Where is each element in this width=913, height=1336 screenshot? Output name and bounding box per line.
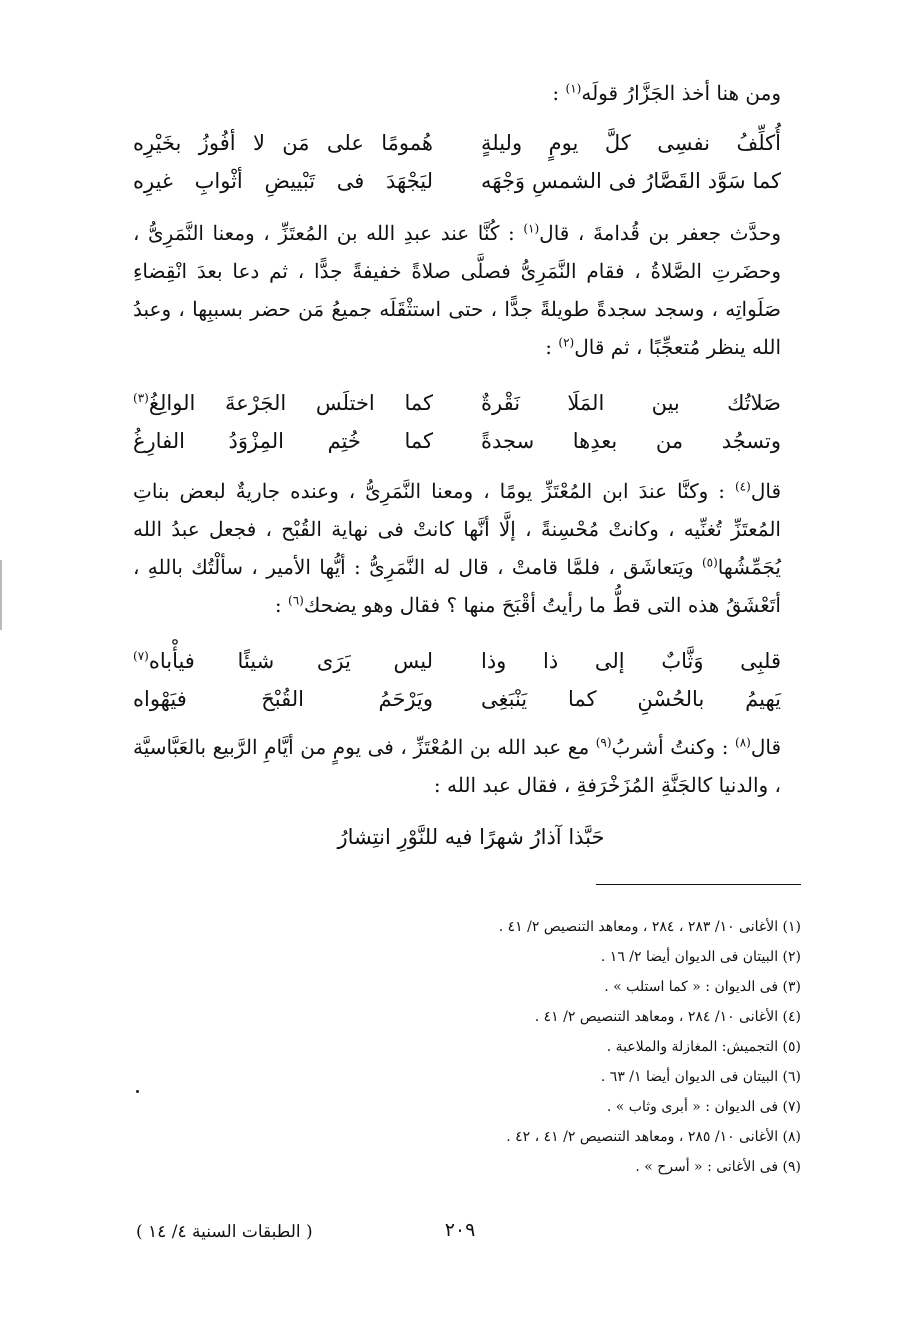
- verse-hemistich-right: صَلاتُك بين المَلَا نَقْرةٌ: [481, 391, 781, 415]
- paragraph-intro: [133, 74, 781, 112]
- paragraph-text: :: [545, 335, 559, 359]
- footnote-ref: (٤): [734, 479, 751, 494]
- footnote-9: (٩) فى الأغانى : « أسرح » .: [635, 1159, 801, 1175]
- verse-hemistich-left: ليَجْهَدَ فى تَبْييضِ أثْوابِ غيرِه: [133, 169, 433, 193]
- verse-text: كما اختلَس الجَرْعةَ الوالِغُ: [148, 391, 433, 415]
- footnote-ref: (٧): [133, 649, 149, 663]
- verse-text: ليس يَرَى شيئًا فيأْباه: [148, 649, 433, 673]
- verse-line-7: [133, 818, 781, 856]
- footnote-ref: (٢): [558, 335, 575, 350]
- paragraph-text: : كُنَّا عند عبدِ الله بن المُعتَزِّ ، ومعنا النَّمَرِىُّ ، وحضَرتِ الصَّلاةُ ، فقام النَّمَرِىُّ فصلَّى صلاةً خفيفةً جدًّا ، ثم دعا بعدَ انْقِضاءِ صَلَواتِه ، وسجد سجدةً طويلةً جدًّا ، حتى استثْقَلَه جميعُ مَن حضر بسببِها ، وعبدُ الله ينظر مُتعجِّبًا ، ثم قال: [133, 221, 781, 359]
- verse-line-5: [133, 642, 781, 680]
- verse-hemistich-right: قلبِى وَثَّابٌ إلى ذا وذا: [481, 649, 781, 673]
- page-number: ٢٠٩: [444, 1219, 476, 1241]
- verse-hemistich-right: وتسجُد من بعدِها سجدةً: [481, 429, 781, 453]
- verse-line-4: [133, 422, 781, 460]
- footnote-separator: [596, 884, 801, 885]
- verse-hemistich-left: [133, 384, 433, 422]
- paragraph-text: :: [552, 81, 566, 105]
- paragraph-text: قال: [750, 479, 781, 503]
- verse-line-2: [133, 162, 781, 200]
- paragraph-text: : وكنتُ أشربُ: [611, 735, 735, 759]
- verse-hemistich-right: أُكلِّفُ نفسِى كلَّ يومٍ وليلةٍ: [481, 131, 781, 155]
- verse-line-3: [133, 384, 781, 422]
- verse-hemistich-right: كما سَوَّد القَصَّارُ فى الشمسِ وَجْهَه: [481, 169, 781, 193]
- footnote-7: (٧) فى الديوان : « أبرى وثاب » .: [606, 1099, 801, 1115]
- footnote-ref: (١): [523, 221, 540, 236]
- footnote-6: (٦) البيتان فى الديوان أيضا ١/ ٦٣ .: [600, 1069, 801, 1085]
- verse-hemistich-left: كما خُتِم المِزْوَدُ الفارِغُ: [133, 429, 433, 453]
- verse-text: حَبَّذا آذارُ شهرًا فيه للنَّوْرِ انتِشارُ: [337, 825, 605, 849]
- footnote-ref: (٥): [701, 555, 718, 570]
- footnote-2: (٢) البيتان فى الديوان أيضا ٢/ ١٦ .: [600, 949, 801, 965]
- scan-speck: [136, 1090, 139, 1093]
- paragraph-text: قال: [750, 735, 782, 759]
- footnote-ref: (٣): [133, 391, 149, 405]
- paragraph-singer-anecdote: [133, 472, 781, 624]
- paragraph-spring-day: [133, 728, 781, 804]
- paragraph-text: وحدَّث جعفر بن قُدامةَ ، قال: [539, 221, 782, 245]
- footnote-4: (٤) الأغانى ١٠/ ٢٨٤ ، ومعاهد التنصيص ٢/ ٤١ .: [534, 1009, 801, 1025]
- scan-edge-mark: [0, 560, 2, 630]
- verse-line-6: [133, 680, 781, 718]
- verse-line-1: [133, 124, 781, 162]
- paragraph-text: : وكنَّا عندَ ابن المُعْتَزِّ يومًا ، ومعنا النَّمَرِىُّ ، وعنده جاريةٌ لبعض بناتِ المُعتَزِّ تُغنِّيه ، وكانتْ مُحْسِنةً ، إلَّا أنَّها كانتْ فى نهاية القُبْح ، فجعل عبدُ الله يُجَمِّشُها: [133, 479, 781, 579]
- verse-hemistich-left: هُمومًا على مَن لا أفُوزُ بخَيْرِه: [133, 131, 433, 155]
- paragraph-text: ومن هنا أخذ الجَزَّارُ قولَه: [581, 81, 781, 105]
- paragraph-text: مع عبد الله بن المُعْتَزِّ ، فى يومٍ من أيَّامِ الرَّبيع بالعَبَّاسيَّة ، والدنيا كالجَنَّةِ المُزَخْرَفةِ ، فقال عبد الله :: [133, 735, 781, 797]
- paragraph-text: ويَتعاشَق ، فلمَّا قامتْ ، قال له النَّمَرِىُّ : أيُّها الأمير ، سألْتُك باللهِ ، أتَعْشَقُ هذه التى قطُّ ما رأيتُ أقْبَحَ منها ؟ فقال وهو يضحك: [133, 555, 781, 617]
- verse-hemistich-left: [133, 642, 433, 680]
- footnote-ref: (١): [565, 81, 582, 96]
- verse-hemistich-left: ويَرْحَمُ القُبْحَ فيَهْواه: [133, 687, 433, 711]
- paragraph-jafar-narration: [133, 214, 781, 366]
- footnote-8: (٨) الأغانى ١٠/ ٢٨٥ ، ومعاهد التنصيص ٢/ ٤١ ، ٤٢ .: [506, 1129, 801, 1145]
- verse-hemistich-right: يَهيمُ بالحُسْنِ كما يَنْبَغِى: [481, 687, 781, 711]
- footnote-1: (١) الأغانى ١٠/ ٢٨٣ ، ٢٨٤ ، ومعاهد التنصيص ٢/ ٤١ .: [498, 919, 801, 935]
- paragraph-text: :: [274, 593, 289, 617]
- footnote-ref: (٩): [595, 735, 612, 750]
- footnote-ref: (٨): [735, 735, 751, 750]
- footnote-3: (٣) فى الديوان : « كما استلب » .: [604, 979, 801, 995]
- running-title: ( الطبقات السنية ٤/ ١٤ ): [136, 1222, 313, 1242]
- footnote-5: (٥) التجميش: المغازلة والملاعبة .: [606, 1039, 801, 1055]
- footnote-ref: (٦): [288, 593, 304, 608]
